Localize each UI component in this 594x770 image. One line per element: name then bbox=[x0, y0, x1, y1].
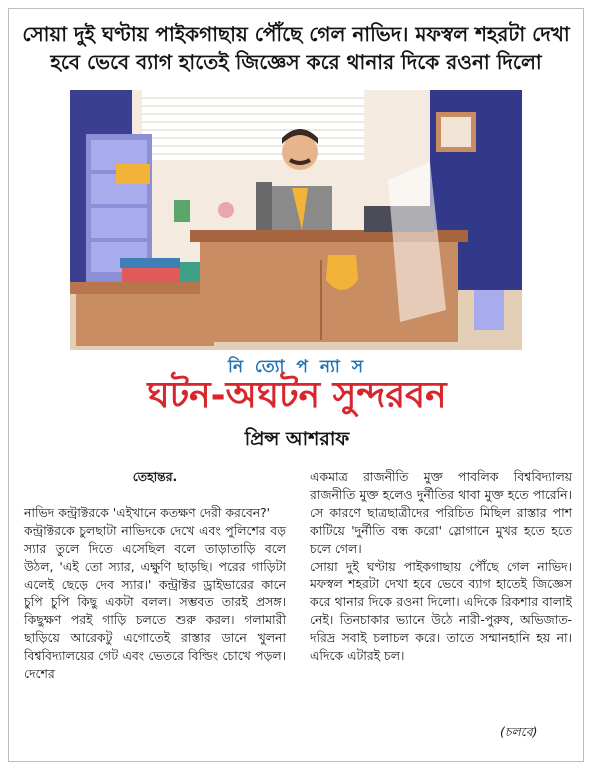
chapter-label: তেহান্তর. bbox=[132, 469, 178, 484]
plant bbox=[174, 200, 190, 222]
author-name: প্রিন্স আশরাফ bbox=[244, 428, 350, 450]
police-station-illustration bbox=[70, 90, 522, 350]
badge-emblem bbox=[326, 255, 358, 290]
folder bbox=[116, 164, 150, 184]
headline bbox=[20, 20, 572, 76]
small-cabinet bbox=[474, 290, 504, 330]
column-left bbox=[24, 468, 286, 683]
paragraph: একমাত্র রাজনীতি মুক্ত পাবলিক বিশ্ববিদ্যালয় রাজনীতি মুক্ত হলেও দুর্নীতির থাবা মুক্ত হতে পারেনি। সে কারণে ছাত্রছাত্রীদের পরিচিত মিছিল রাস্তার পাশ কাটিয়ে 'দুর্নীতি বন্ধ করো' স্লোগানে মুখর হতে হতে চলে গেল। bbox=[310, 469, 572, 556]
story-title: ঘটন-অঘটন সুন্দরবন bbox=[147, 375, 447, 416]
paragraph: সোয়া দুই ঘণ্টায় পাইকগাছায় পৌঁছে গেল নাভিদ। মফস্বল শহরটা দেখা হবে ভেবে ব্যাগ হাতেই জিজ্ঞেস করে থানার দিকে রওনা দিলো। এদিকে রিকশার বালাই নেই। তিনচাকার ভ্যানে উঠে নারী-পুরুষ, অভিজাত-দরিদ্র সবাই চলাচল করে। তাতে সম্মানহানি হয় না। এদিকে এটারই চল। bbox=[310, 558, 572, 664]
headline-line-1: সোয়া দুই ঘণ্টায় পাইকগাছায় পৌঁছে গেল নাভিদ। মফস্বল শহরটা দেখা bbox=[22, 22, 570, 46]
headline-line-2: হবে ভেবে ব্যাগ হাতেই জিজ্ঞেস করে থানার দিকে রওনা দিলো bbox=[50, 50, 542, 74]
section-kicker: নি ত্যো প ন্যা স bbox=[228, 357, 366, 377]
continued-note: (চলবে) bbox=[500, 724, 538, 739]
side-table bbox=[76, 294, 214, 346]
column-right bbox=[310, 468, 572, 665]
paragraph: কন্ট্রাক্টরকে চুলছাটা নাভিদকে দেখে এবং পুলিশের বড় স্যার তুলে দিতে এসেছিল বলে তাড়াতাড়ি বলে উঠল, 'এই তো স্যার, এক্ষুণি ছাড়ছি। পরের গাড়িটা এলেই ছেড়ে দেব স্যার।' কন্ট্রাক্টর ড্রাইভারের কানে চুপি চুপি কিছু একটা বলল। সম্ভবত তারই প্রসঙ্গ। কিছুক্ষণ পরই গাড়ি চলতে শুরু করল। গলামারী ছাড়িয়ে আরেকটু এগোতেই রাস্তার ডানে খুলনা বিশ্ববিদ্যালয়ের গেট এবং ভেতরে বিল্ডিং চোখে পড়ল। দেশের bbox=[24, 522, 286, 682]
lamp bbox=[218, 202, 234, 218]
paragraph: নাভিদ কন্ট্রাক্টরকে 'এইখানে কতক্ষণ দেরী করবেন?' bbox=[24, 504, 271, 520]
illustration-svg bbox=[70, 90, 522, 350]
window-blind bbox=[142, 90, 364, 160]
